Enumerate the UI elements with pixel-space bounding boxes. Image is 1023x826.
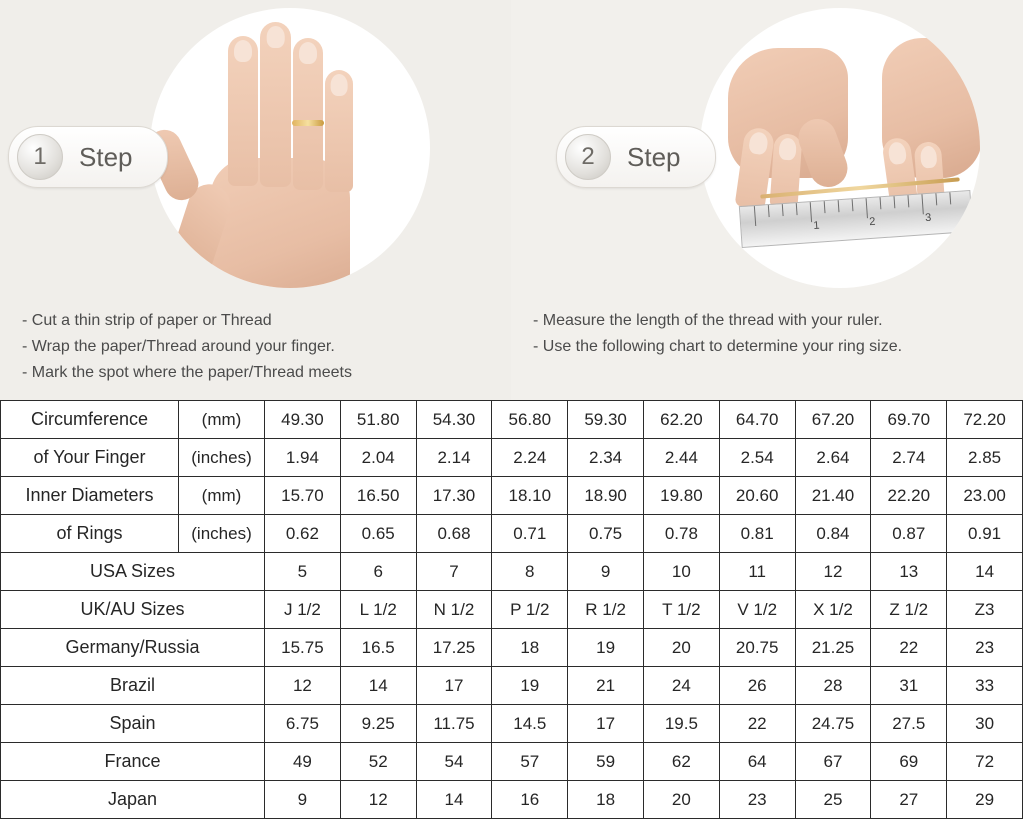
row-label-spain: Spain: [1, 705, 265, 743]
cell: 12: [265, 667, 341, 705]
cell: 0.71: [492, 515, 568, 553]
ring-size-table-wrap: [0, 400, 1023, 819]
table-row: [1, 705, 1023, 743]
ring-size-table: [0, 400, 1023, 819]
cell: 0.75: [568, 515, 644, 553]
cell: 19: [492, 667, 568, 705]
cell: 20.75: [719, 629, 795, 667]
cell: 20: [643, 781, 719, 819]
cell: 17.25: [416, 629, 492, 667]
cell: J 1/2: [265, 591, 341, 629]
cell: 54.30: [416, 401, 492, 439]
cell: 25: [795, 781, 871, 819]
cell: 18.90: [568, 477, 644, 515]
cell: 62.20: [643, 401, 719, 439]
cell: 2.34: [568, 439, 644, 477]
cell: 30: [947, 705, 1023, 743]
cell: 12: [340, 781, 416, 819]
cell: 33: [947, 667, 1023, 705]
cell: 7: [416, 553, 492, 591]
cell: 15.75: [265, 629, 341, 667]
cell: 23: [947, 629, 1023, 667]
cell: 9: [568, 553, 644, 591]
cell: 22.20: [871, 477, 947, 515]
cell: 8: [492, 553, 568, 591]
cell: 10: [643, 553, 719, 591]
cell: 20.60: [719, 477, 795, 515]
row-label-germany-russia: Germany/Russia: [1, 629, 265, 667]
table-row: [1, 401, 1023, 439]
cell: 26: [719, 667, 795, 705]
step-1-instruction-3: - Mark the spot where the paper/Thread meets: [22, 364, 352, 381]
step-2-number: 2: [565, 134, 611, 180]
step-panel-2: [511, 0, 1023, 400]
cell: 62: [643, 743, 719, 781]
hand-illustration: [150, 8, 430, 288]
cell: 9.25: [340, 705, 416, 743]
cell: 72.20: [947, 401, 1023, 439]
cell: 69: [871, 743, 947, 781]
row-unit-inches: (inches): [179, 439, 265, 477]
cell: 49.30: [265, 401, 341, 439]
cell: 21: [568, 667, 644, 705]
cell: 0.81: [719, 515, 795, 553]
table-row: [1, 629, 1023, 667]
step-1-photo: [150, 8, 430, 288]
row-label-circumference: Circumference: [1, 401, 179, 439]
cell: 1.94: [265, 439, 341, 477]
ruler-number-1: 1: [812, 219, 820, 232]
ring-band-icon: [292, 120, 324, 126]
cell: 2.85: [947, 439, 1023, 477]
table-row: [1, 553, 1023, 591]
cell: L 1/2: [340, 591, 416, 629]
cell: 0.65: [340, 515, 416, 553]
cell: 0.78: [643, 515, 719, 553]
step-2-instructions: [533, 308, 902, 360]
cell: 14: [416, 781, 492, 819]
cell: 2.44: [643, 439, 719, 477]
cell: 6.75: [265, 705, 341, 743]
row-unit-mm: (mm): [179, 401, 265, 439]
table-row: [1, 591, 1023, 629]
step-2-word: Step: [627, 141, 681, 172]
step-1-badge: [8, 126, 168, 188]
cell: 21.25: [795, 629, 871, 667]
cell: 27.5: [871, 705, 947, 743]
cell: 19.80: [643, 477, 719, 515]
cell: V 1/2: [719, 591, 795, 629]
steps-section: [0, 0, 1023, 400]
step-2-badge: [556, 126, 716, 188]
table-row: [1, 781, 1023, 819]
cell: 28: [795, 667, 871, 705]
cell: 14: [947, 553, 1023, 591]
cell: 22: [719, 705, 795, 743]
cell: 5: [265, 553, 341, 591]
cell: 0.87: [871, 515, 947, 553]
cell: 18.10: [492, 477, 568, 515]
cell: 31: [871, 667, 947, 705]
cell: 6: [340, 553, 416, 591]
cell: 29: [947, 781, 1023, 819]
row-label-uk-au: UK/AU Sizes: [1, 591, 265, 629]
cell: 11.75: [416, 705, 492, 743]
cell: 2.24: [492, 439, 568, 477]
cell: R 1/2: [568, 591, 644, 629]
cell: 49: [265, 743, 341, 781]
step-1-instructions: [22, 308, 352, 386]
cell: 16.50: [340, 477, 416, 515]
cell: 2.04: [340, 439, 416, 477]
cell: 2.74: [871, 439, 947, 477]
cell: 18: [568, 781, 644, 819]
cell: 52: [340, 743, 416, 781]
table-row: [1, 743, 1023, 781]
cell: 19.5: [643, 705, 719, 743]
table-row: [1, 439, 1023, 477]
cell: 12: [795, 553, 871, 591]
cell: 16: [492, 781, 568, 819]
cell: 54: [416, 743, 492, 781]
cell: 59.30: [568, 401, 644, 439]
cell: 22: [871, 629, 947, 667]
step-2-instruction-2: - Use the following chart to determine your ring size.: [533, 338, 903, 355]
cell: 51.80: [340, 401, 416, 439]
cell: 16.5: [340, 629, 416, 667]
row-label-japan: Japan: [1, 781, 265, 819]
cell: 14: [340, 667, 416, 705]
table-row: [1, 667, 1023, 705]
table-row: [1, 477, 1023, 515]
cell: 23: [719, 781, 795, 819]
cell: Z3: [947, 591, 1023, 629]
step-1-number: 1: [17, 134, 63, 180]
cell: 9: [265, 781, 341, 819]
cell: 67: [795, 743, 871, 781]
cell: 0.62: [265, 515, 341, 553]
ruler-number-2: 2: [868, 215, 876, 229]
cell: 27: [871, 781, 947, 819]
cell: 59: [568, 743, 644, 781]
cell: 2.64: [795, 439, 871, 477]
step-1-instruction-2: - Wrap the paper/Thread around your finger.: [22, 338, 335, 355]
row-label-inner-diameter-2: of Rings: [1, 515, 179, 553]
step-2-photo: [700, 8, 980, 288]
row-unit-inches-2: (inches): [179, 515, 265, 553]
cell: 0.68: [416, 515, 492, 553]
step-1-instruction-1: - Cut a thin strip of paper or Thread: [22, 312, 272, 329]
cell: 57: [492, 743, 568, 781]
cell: 67.20: [795, 401, 871, 439]
cell: 11: [719, 553, 795, 591]
cell: 17: [568, 705, 644, 743]
cell: P 1/2: [492, 591, 568, 629]
cell: 69.70: [871, 401, 947, 439]
cell: 19: [568, 629, 644, 667]
step-1-word: Step: [79, 141, 133, 172]
table-row: [1, 515, 1023, 553]
cell: 0.91: [947, 515, 1023, 553]
row-label-inner-diameter: Inner Diameters: [1, 477, 179, 515]
row-label-circumference-2: of Your Finger: [1, 439, 179, 477]
step-2-instruction-1: - Measure the length of the thread with your ruler.: [533, 312, 883, 329]
cell: 24.75: [795, 705, 871, 743]
step-panel-1: [0, 0, 511, 400]
cell: 0.84: [795, 515, 871, 553]
cell: X 1/2: [795, 591, 871, 629]
cell: 17: [416, 667, 492, 705]
cell: 15.70: [265, 477, 341, 515]
cell: 13: [871, 553, 947, 591]
cell: 23.00: [947, 477, 1023, 515]
cell: 20: [643, 629, 719, 667]
cell: 17.30: [416, 477, 492, 515]
hand-with-ruler-illustration: [700, 8, 980, 288]
cell: 72: [947, 743, 1023, 781]
cell: 18: [492, 629, 568, 667]
cell: N 1/2: [416, 591, 492, 629]
ruler-number-3: 3: [924, 211, 932, 225]
cell: 14.5: [492, 705, 568, 743]
cell: Z 1/2: [871, 591, 947, 629]
cell: 56.80: [492, 401, 568, 439]
row-label-france: France: [1, 743, 265, 781]
cell: 21.40: [795, 477, 871, 515]
cell: 24: [643, 667, 719, 705]
cell: 64: [719, 743, 795, 781]
cell: 2.54: [719, 439, 795, 477]
row-label-usa: USA Sizes: [1, 553, 265, 591]
cell: 64.70: [719, 401, 795, 439]
cell: 2.14: [416, 439, 492, 477]
row-label-brazil: Brazil: [1, 667, 265, 705]
row-unit-mm-2: (mm): [179, 477, 265, 515]
cell: T 1/2: [643, 591, 719, 629]
